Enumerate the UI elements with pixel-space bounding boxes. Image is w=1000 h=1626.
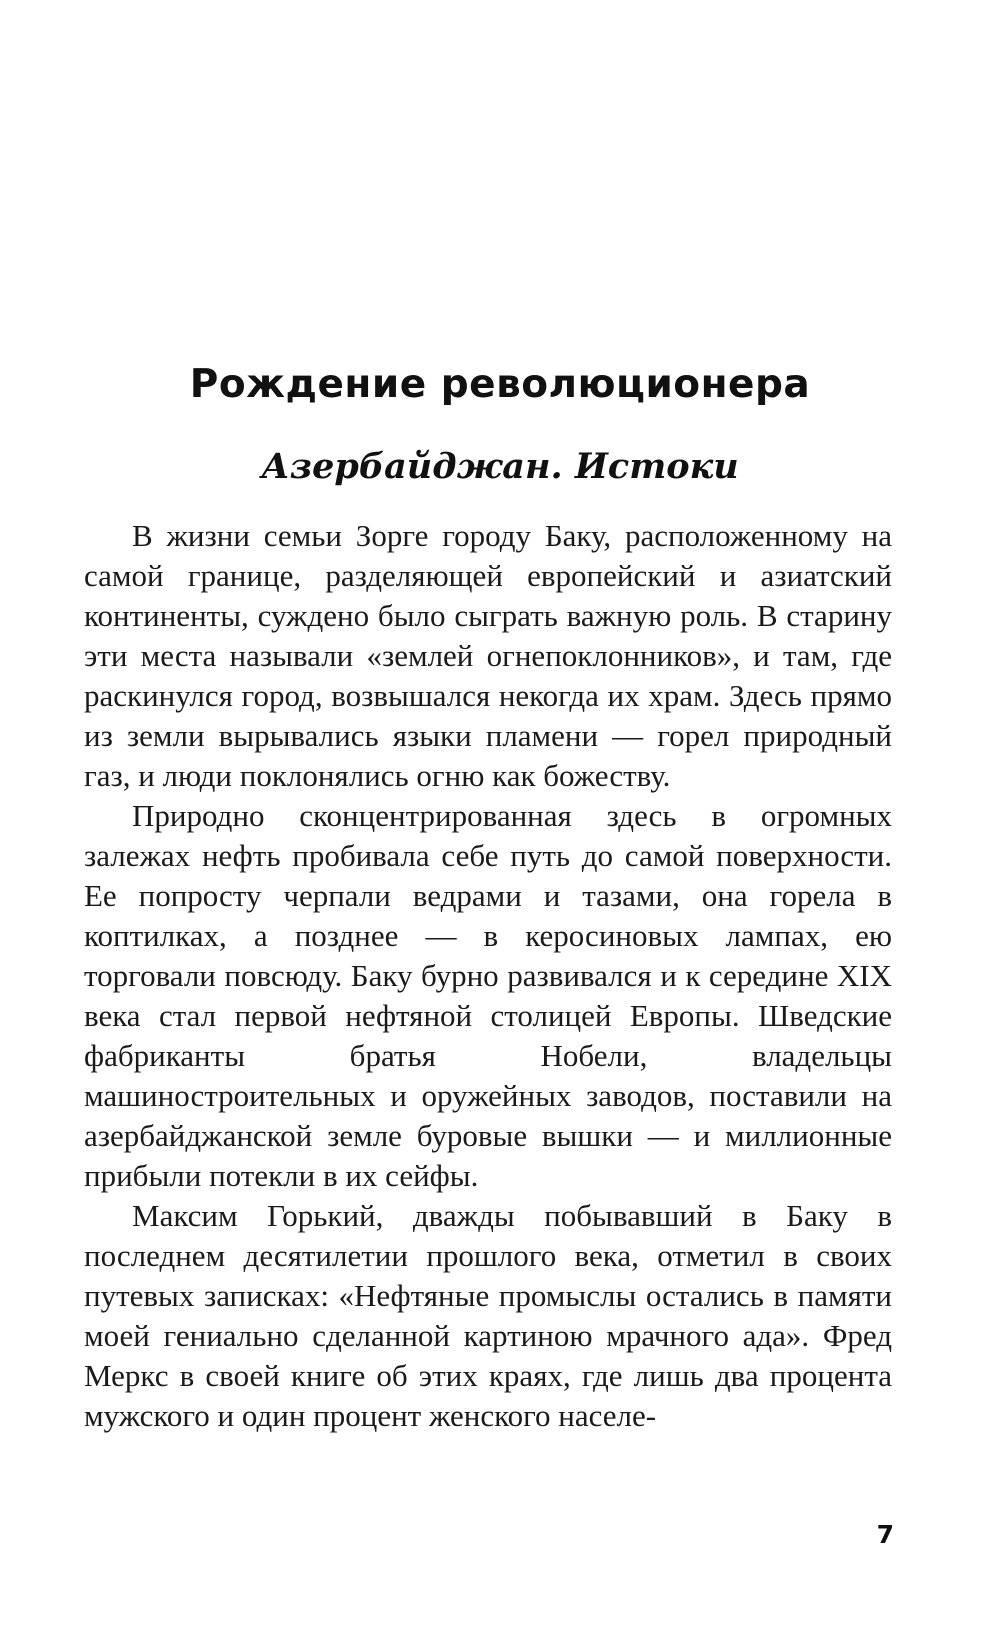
paragraph: В жизни семьи Зорге городу Баку, расположенному на самой границе, разделяющей европейский и азиатский континенты, суждено было сыграть важную роль. В старину эти места называли «землей огнепоклонников», и там, где раскинулся город, возвышался некогда их храм. Здесь прямо из земли вырывались языки пламени — горел природный газ, и люди поклонялись огню как божеству.: [84, 518, 892, 793]
paragraph: Природно сконцентрированная здесь в огромных залежах нефть пробивала себе путь до самой поверхности. Ее попросту черпали ведрами и тазами, она горела в коптилках, а позднее — в керосиновых лампах, ею торговали повсюду. Баку бурно развивался и к середине XIX века стал первой нефтяной столицей Европы. Шведские фабриканты братья Нобели, владельцы машиностроительных и оружейных заводов, поставили на азербайджанской земле буровые вышки — и миллионные прибыли потекли в их сейфы.: [84, 798, 892, 1193]
body-text: [84, 516, 892, 1436]
page-number: 7: [876, 1520, 894, 1549]
paragraph: Максим Горький, дважды побывавший в Баку в последнем десятилетии прошлого века, отметил в своих путевых записках: «Нефтяные промыслы остались в памяти моей гениально сделанной картиною мрачного ада». Фред Меркс в своей книге об этих краях, где лишь два процента мужского и один процент женского населе-: [84, 1198, 892, 1433]
chapter-title: Рождение революционера: [189, 362, 811, 407]
section-title: Азербайджан. Истоки: [261, 446, 739, 487]
